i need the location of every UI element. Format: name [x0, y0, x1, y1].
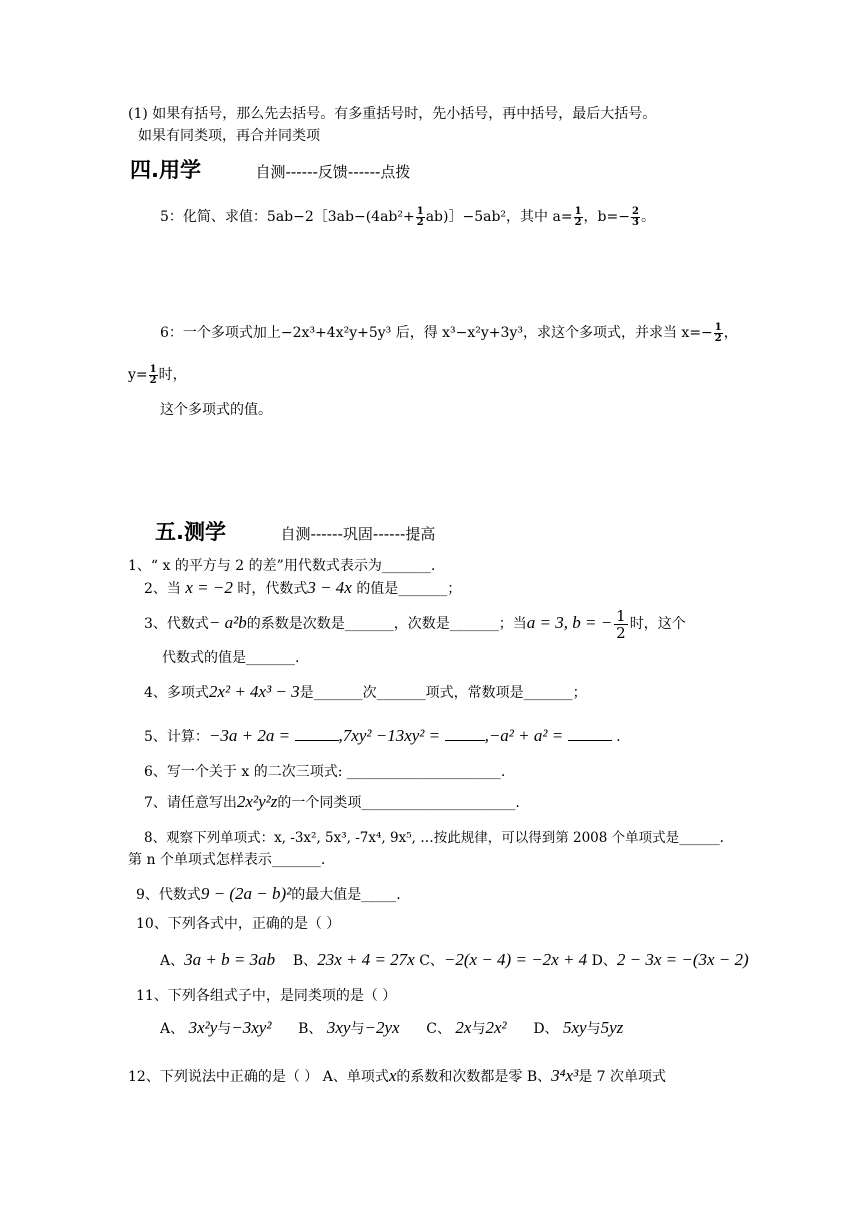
question-5: 5、计算：−3a + 2a = ,7xy² −13xy² = ,−a² + a² = .	[144, 726, 621, 745]
option-d[interactable]: D、 5xy与5yz	[533, 1018, 624, 1037]
question-11: 11、下列各组式子中，是同类项的是（ ）	[136, 988, 397, 1004]
question-11-options	[160, 1018, 623, 1039]
question-6: 6、写一个关于 x 的二次三项式: ______________________.	[144, 764, 506, 780]
problem-6-line-2: y= $\frac{1}{2}$ 时，	[128, 363, 187, 386]
problem-6-prefix: 6：一个多项式加上−2x³+4x²y+5y³ 后，得 x³−x²y+3y³，求这个多项式，并求当 x=−	[160, 325, 713, 341]
section-5-subtitle: 自测------巩固------提高	[280, 525, 436, 543]
option-d[interactable]: D、2 − 3x = −(3x − 2)	[591, 950, 749, 969]
fraction: $\frac{1}{2}$	[574, 205, 582, 228]
question-3-line-2: 代数式的值是_______.	[162, 650, 300, 666]
option-b[interactable]: B、23x + 4 = 27x	[292, 950, 415, 969]
question-9: 9、代数式9 − (2a − b)²的最大值是_____.	[136, 884, 401, 903]
problem-6-line-3: 这个多项式的值。	[160, 402, 272, 418]
question-12: 12、下列说法中正确的是（ ） A、单项式x的系数和次数都是零 B、3⁴x³是 7 次单项式	[128, 1066, 666, 1085]
problem-6: 6：一个多项式加上−2x³+4x²y+5y³ 后，得 x³−x²y+3y³，求这个多项式，并求当 x=− $\frac{1}{2}$ ，	[160, 321, 738, 344]
section-5-title: 五.测学	[155, 520, 226, 544]
section-4-subtitle: 自测------反馈------点拨	[255, 163, 411, 181]
fraction: $\frac{1}{2}$	[149, 363, 157, 386]
problem-5-end: 。	[640, 209, 655, 225]
question-4: 4、多项式2x² + 4x³ − 3是_______次_______项式，常数项是_______；	[144, 682, 587, 701]
question-3: 3、代数式− a²b的系数是次数是_______，次数是_______；当a = 3, b = − $\frac{1}{2}$ 时，这个	[144, 606, 686, 642]
problem-5-b: ，b=−	[583, 209, 630, 225]
fraction: $\frac{2}{3}$	[631, 205, 639, 228]
answer-blank[interactable]	[295, 726, 339, 741]
fraction: $\frac{1}{2}$	[616, 606, 626, 642]
question-7: 7、请任意写出2x²y²z的一个同类项______________________.	[144, 792, 520, 811]
problem-5-prefix: 5：化简、求值：5ab−2［3ab−(4ab²+	[160, 209, 415, 225]
question-8: 8、观察下列单项式：x, -3x², 5x³, -7x⁴, 9x⁵, …按此规律，可以得到第 2008 个单项式是______.	[144, 830, 724, 846]
question-10-options	[160, 950, 749, 971]
section-4-heading	[130, 160, 410, 183]
section-5-heading	[155, 522, 435, 545]
rule-line-1: (1) 如果有括号，那么先去括号。有多重括号时，先小括号，再中括号，最后大括号。	[128, 106, 657, 122]
problem-5	[160, 202, 655, 232]
question-2: 2、当 x = −2 时，代数式3 − 4x 的值是_______；	[144, 578, 462, 597]
question-1: 1、“ x 的平方与 2 的差”用代数式表示为_______.	[128, 558, 436, 574]
question-10: 10、下列各式中，正确的是（ ）	[136, 916, 341, 932]
section-4-title: 四.用学	[130, 158, 201, 182]
question-8-line-2: 第 n 个单项式怎样表示_______.	[128, 852, 326, 868]
option-c[interactable]: C、−2(x − 4) = −2x + 4	[419, 950, 588, 969]
option-c[interactable]: C、 2x与2x²	[426, 1018, 507, 1037]
fraction: $\frac{1}{2}$	[416, 205, 424, 228]
option-a[interactable]: A、3a + b = 3ab	[160, 950, 276, 969]
rule-line-2: 如果有同类项，再合并同类项	[138, 128, 320, 144]
fraction: $\frac{1}{2}$	[714, 321, 722, 344]
problem-5-mid: ab)］−5ab²，其中 a=	[425, 209, 573, 225]
option-b[interactable]: B、 3xy与−2yx	[298, 1018, 400, 1037]
answer-blank[interactable]	[445, 726, 485, 741]
option-a[interactable]: A、 3x²y与−3xy²	[160, 1018, 272, 1037]
answer-blank[interactable]	[568, 726, 612, 741]
